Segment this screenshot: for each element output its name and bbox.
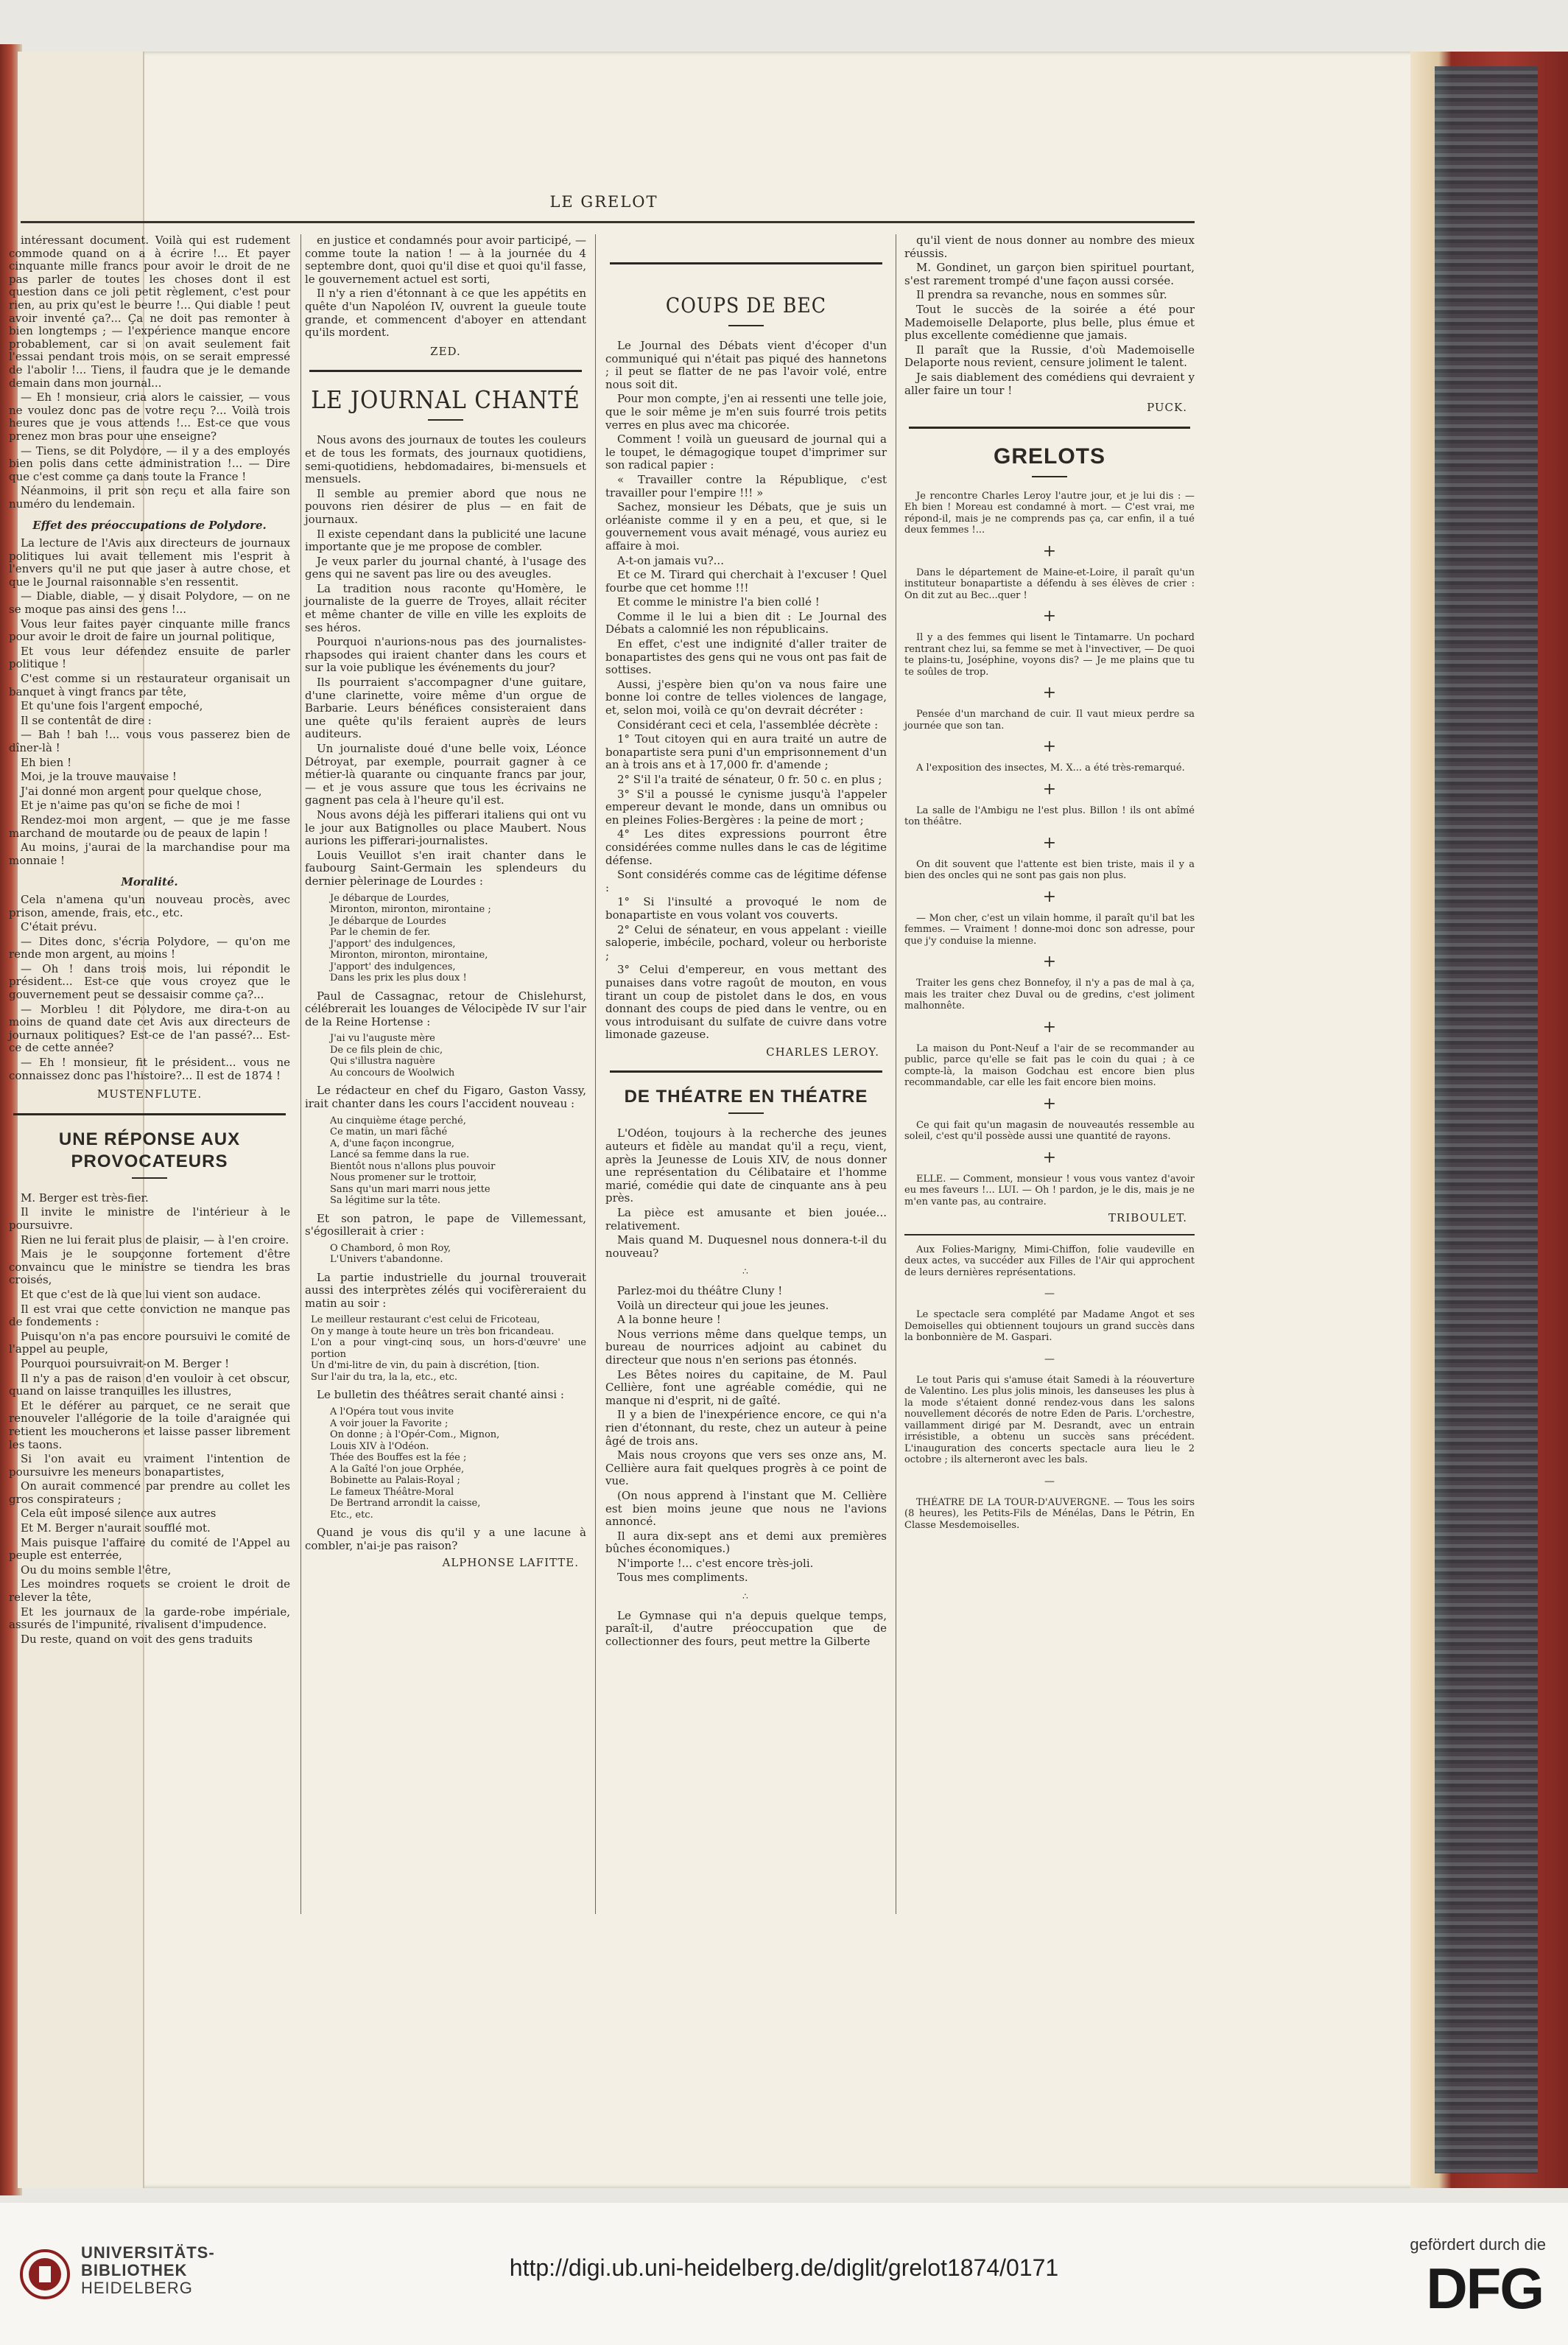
paragraph: — Oh ! dans trois mois, lui répondit le président... Est-ce que vous croyez que le gouvernement peut se dessaisir comme ça?... xyxy=(9,961,290,1002)
paragraph: qu'il vient de nous donner au nombre des mieux réussis. xyxy=(904,234,1195,260)
verse-line: Un d'mi-litre de vin, du pain à discrétion, [tion. xyxy=(311,1360,540,1372)
verse-hortense xyxy=(330,1033,586,1079)
uni-line-1: UNIVERSITÄTS- xyxy=(81,2243,215,2262)
item-separator: — xyxy=(1044,1288,1055,1300)
paragraph: 3° Celui d'empereur, en vous mettant des punaises dans votre ragoût de mouton, en vous tirant un coup de pistolet dans le dos, en vous donnant des coups de pied dans le ventre, ou en vous introduisant du sulfate de cuivre dans votre limonade gazeuse. xyxy=(605,963,887,1042)
signature-puck: PUCK. xyxy=(1147,401,1187,415)
paragraph: Il n'y a pas de raison d'en vouloir à cet obscur, quand on laisse tranquilles les illustres, xyxy=(9,1371,290,1398)
col2-body7: Quand je vous dis qu'il y a une lacune à combler, n'ai-je pas raison? xyxy=(305,1526,586,1552)
verse-line: Bobinette au Palais-Royal ; xyxy=(330,1475,460,1487)
article-separator xyxy=(909,427,1190,429)
column-3 xyxy=(605,234,887,1650)
paragraph: Rien ne lui ferait plus de plaisir, — à l'en croire. xyxy=(21,1233,289,1247)
paragraph: J'ai donné mon argent pour quelque chose, xyxy=(21,784,262,798)
verse-line: Mironton, mironton, mirontaine, xyxy=(330,950,488,961)
verse-line: Je débarque de Lourdes xyxy=(330,915,446,927)
item-separator: + xyxy=(1042,953,1057,972)
verse-line: A voir jouer la Favorite ; xyxy=(330,1417,449,1429)
paragraph: La salle de l'Ambigu ne l'est plus. Billon ! ils ont abîmé ton théâtre. xyxy=(904,805,1195,828)
verse-line: L'Univers t'abandonne. xyxy=(330,1254,443,1266)
paragraph: On aurait commencé par prendre au collet les gros conspirateurs ; xyxy=(9,1479,290,1506)
short-rule xyxy=(1032,476,1067,477)
paragraph: « Travailler contre la République, c'est travailler pour l'empire !!! » xyxy=(605,472,887,500)
paragraph: Mais nous croyons que vers ses onze ans, M. Cellière aura fait quelques progrès à ce point de vue. xyxy=(605,1448,887,1488)
paragraph: Ou du moins semble l'être, xyxy=(21,1563,172,1577)
article-separator xyxy=(610,262,882,264)
paragraph: Et que c'est de là que lui vient son audace. xyxy=(21,1287,261,1301)
paragraph: Comme il le lui a bien dit : Le Journal des Débats a calomnié les non républicains. xyxy=(605,609,887,637)
short-rule xyxy=(728,325,764,326)
paragraph: — Mon cher, c'est un vilain homme, il paraît qu'il bat les femmes. — Vraiment ! donne-moi donc son adresse, pour que j'y conduise la mienne. xyxy=(904,912,1195,947)
paragraph: M. Berger est très-fier. xyxy=(21,1191,149,1205)
paragraph: Du reste, quand on voit des gens traduits xyxy=(21,1632,253,1646)
paragraph: Eh bien ! xyxy=(21,755,72,769)
paragraph: Aux Folies-Marigny, Mimi-Chiffon, folie vaudeville en deux actes, va succéder aux Filles de l'Air qui approchent de leurs dernières représentations. xyxy=(904,1244,1195,1278)
paragraph: M. Gondinet, un garçon bien spirituel pourtant, s'est rarement trompé d'une façon aussi corsée. xyxy=(904,261,1195,287)
paragraph: A la bonne heure ! xyxy=(617,1313,721,1327)
paragraph: 2° Celui de sénateur, en vous appelant : vieille saloperie, imbécile, pochard, voleur ou herboriste ; xyxy=(605,922,887,962)
paragraph: (On nous apprend à l'instant que M. Cellière est bien moins jeune que nous ne l'avions annoncé. xyxy=(605,1488,887,1529)
paragraph: Il n'y a rien d'étonnant à ce que les appétits en quête d'un Napoléon IV, ouvrent la gueule toute grande, et commencent d'aboyer en attendant qu'ils mordent. xyxy=(305,287,586,340)
verse-line: Sur l'air du tra, la la, etc., etc. xyxy=(311,1371,458,1383)
paragraph: La pièce est amusante et bien jouée... relativement. xyxy=(605,1206,887,1233)
paragraph: — Tiens, se dit Polydore, — il y a des employés bien polis dans cette administration !... — Dire que c'est comme ça dans toute la France ! xyxy=(9,444,290,483)
paragraph: On dit souvent que l'attente est bien triste, mais il y a bien des oncles qui ne sont pas gais non plus. xyxy=(904,858,1195,882)
col2-body3: Le rédacteur en chef du Figaro, Gaston Vassy, irait chanter dans les cours l'accident nouveau : xyxy=(305,1084,586,1110)
paragraph: Nous verrions même dans quelque temps, un bureau de nourrices adjoint au cabinet du directeur que nous n'en serions pas étonnés. xyxy=(605,1327,887,1367)
item-separator: — xyxy=(1044,1353,1055,1365)
paragraph: Il semble au premier abord que nous ne pouvons rien désirer de plus — en fait de journaux. xyxy=(305,486,586,526)
paragraph: Tous mes compliments. xyxy=(617,1571,748,1585)
col3-body2 xyxy=(605,1127,887,1260)
verse-line: Au concours de Woolwich xyxy=(330,1067,455,1079)
paragraph: Et je n'aime pas qu'on se fiche de moi ! xyxy=(21,799,241,813)
paragraph: Néanmoins, il prit son reçu et alla faire son numéro du lendemain. xyxy=(9,484,290,511)
paragraph: Sont considérés comme cas de légitime défense : xyxy=(605,868,887,894)
signature-leroy: CHARLES LEROY. xyxy=(766,1045,879,1059)
paragraph: Je sais diablement des comédiens qui devraient y aller faire un tour ! xyxy=(904,370,1195,397)
paragraph: L'Odéon, toujours à la recherche des jeunes auteurs et fidèle au mandat qu'il a reçu, vient, après la Jeunesse de Louis XIV, de nous donner une représentation du Célibataire et l'homme marié, comédie qui date de cinquante ans à peu près. xyxy=(605,1126,887,1205)
paragraph: Louis Veuillot s'en irait chanter dans le faubourg Saint-Germain les splendeurs du dernier pèlerinage de Lourdes : xyxy=(305,848,586,888)
headline-reponse: UNE RÉPONSE AUX PROVOCATEURS xyxy=(58,1129,241,1171)
paragraph: 4° Les dites expressions pourront être considérées comme nulles dans le cas de légitime défense. xyxy=(605,827,887,867)
verse-line: A la Gaîté l'on joue Orphée, xyxy=(330,1463,465,1475)
verse-line: Dans les prix les plus doux ! xyxy=(330,972,467,984)
paragraph: — Dites donc, s'écria Polydore, — qu'on me rende mon argent, au moins ! xyxy=(9,934,290,961)
verse-line: J'ai vu l'auguste mère xyxy=(330,1033,435,1045)
verse-line: Je débarque de Lourdes, xyxy=(330,892,449,904)
paragraph: Puisqu'on n'a pas encore poursuivi le comité de l'appel au peuple, xyxy=(9,1329,290,1356)
paragraph: Moi, je la trouve mauvaise ! xyxy=(21,770,177,784)
paragraph: 1° Si l'insulté a provoqué le nom de bonapartiste en vous volant vos couverts. xyxy=(605,895,887,922)
col2-intro xyxy=(305,234,586,340)
paragraph: Traiter les gens chez Bonnefoy, il n'y a pas de mal à ça, mais les traiter chez Duval ou de gredins, c'est joliment malhonnête. xyxy=(904,978,1195,1012)
paragraph: Comment ! voilà un gueusard de journal qui a le toupet, le démagogique toupet d'imprimer sur son radical papier : xyxy=(605,432,887,472)
subhead-moralite: Moralité. xyxy=(121,875,178,889)
column-4 xyxy=(904,234,1195,1532)
col4-intro xyxy=(904,234,1195,397)
paragraph: Pour mon compte, j'en ai ressenti une telle joie, que le soir même je m'en suis fourré trois petits verres en plus avec ma chicorée. xyxy=(605,392,887,432)
paragraph: Il existe cependant dans la publicité une lacune importante que je me propose de combler. xyxy=(305,527,586,554)
paragraph: Pourquoi n'aurions-nous pas des journalistes-rhapsodes qui iraient chanter dans les cours et sur la voie publique les événements du jour? xyxy=(305,635,586,675)
paragraph: Et M. Berger n'aurait soufflé mot. xyxy=(21,1521,211,1535)
paragraph: Les moindres roquets se croient le droit de relever la tête, xyxy=(9,1577,290,1605)
verse-line: Lancé sa femme dans la rue. xyxy=(330,1149,470,1160)
paragraph: La lecture de l'Avis aux directeurs de journaux politiques lui avait tellement mis l'esprit à l'envers qu'il ne put que jaser à autre chose, et que le Journal raisonnable s'en ressentit. xyxy=(9,536,290,589)
grelots-items xyxy=(904,491,1195,1208)
subhead-effet: Effet des préoccupations de Polydore. xyxy=(32,519,267,533)
paragraph: Un journaliste doué d'une belle voix, Léonce Détroyat, par exemple, pourrait gagner à ce métier-là quarante ou cinquante francs par jour, — et je vous assure que tous les écrivains ne gagnent pas cela à l'heure qu'il est. xyxy=(305,742,586,807)
theatre-notes xyxy=(904,1244,1195,1532)
paragraph: Il se contentât de dire : xyxy=(21,713,152,727)
paragraph: Il y a bien de l'inexpérience encore, ce qui n'a rien d'étonnant, du reste, chez un auteur à peine âgé de trois ans. xyxy=(605,1408,887,1448)
verse-line: De Bertrand arrondit la caisse, xyxy=(330,1498,481,1510)
verse-chambord xyxy=(330,1243,586,1266)
item-separator: — xyxy=(1044,1475,1055,1487)
paragraph: Rendez-moi mon argent, — que je me fasse marchand de moutarde ou de peaux de lapin ! xyxy=(9,813,290,840)
paragraph: C'est comme si un restaurateur organisait un banquet à vingt francs par tête, xyxy=(9,672,290,698)
verse-theatres xyxy=(330,1406,586,1521)
verse-line: L'on a pour vingt-cinq sous, un hors-d'œuvre' une portion xyxy=(311,1337,586,1360)
paragraph: Parlez-moi du théâtre Cluny ! xyxy=(617,1284,783,1297)
binding-marbled-strip xyxy=(1435,66,1538,2173)
verse-line: De ce fils plein de chic, xyxy=(330,1044,443,1056)
paragraph: Nous avons des journaux de toutes les couleurs et de tous les formats, des journaux quotidiens, semi-quotidiens, hebdomadaires, bi-mensuels et mensuels. xyxy=(305,433,586,486)
verse-line: Par le chemin de fer. xyxy=(330,927,431,939)
col2-body4: Et son patron, le pape de Villemessant, s'égosillerait à crier : xyxy=(305,1211,586,1238)
verse-line: Ce matin, un mari fâché xyxy=(330,1126,448,1138)
item-separator: + xyxy=(1042,1017,1057,1037)
paragraph: Et comme le ministre l'a bien collé ! xyxy=(617,595,820,609)
paragraph: Pensée d'un marchand de cuir. Il vaut mieux perdre sa journée que son tan. xyxy=(904,709,1195,732)
paragraph: Il prendra sa revanche, nous en sommes sûr. xyxy=(916,288,1167,302)
paragraph: Cela eût imposé silence aux autres xyxy=(21,1507,217,1521)
column-2 xyxy=(305,234,586,1577)
article-separator xyxy=(13,1113,286,1115)
paragraph: Et qu'une fois l'argent empoché, xyxy=(21,699,203,713)
signature-lafitte: ALPHONSE LAFITTE. xyxy=(442,1556,579,1570)
verse-line: Nous promener sur le trottoir, xyxy=(330,1172,477,1183)
paragraph: 3° S'il a poussé le cynisme jusqu'à l'appeler empereur devant le monde, dans un omnibus ou en pleines Folies-Bergères : la peine de mort ; xyxy=(605,787,887,827)
article-separator xyxy=(610,1070,882,1073)
paragraph: A-t-on jamais vu?... xyxy=(617,553,724,567)
box-rule xyxy=(904,1234,1195,1235)
paragraph: Et le déférer au parquet, ce ne serait que renouveler l'allégorie de la toile d'araignée qui retient les moucherons et laisse passer librement les taons. xyxy=(9,1398,290,1451)
paragraph: Tout le succès de la soirée a été pour Mademoiselle Delaporte, plus belle, plus émue et plus excellente comédienne que jamais. xyxy=(904,302,1195,343)
paragraph: — Morbleu ! dit Polydore, me dira-t-on au moins de quand date cet Avis aux directeurs de journaux politiques? Est-ce de l'an passé?... Est-ce de cette année? xyxy=(9,1002,290,1055)
verse-line: Louis XIV à l'Odéon. xyxy=(330,1440,429,1452)
paragraph: La tradition nous raconte qu'Homère, le journaliste de la guerre de Troyes, allait réciter et même chanter de ville en ville les exploits de ses héros. xyxy=(305,581,586,634)
col3-body1 xyxy=(605,340,887,1042)
verse-line: Sans qu'un mari marri nous jette xyxy=(330,1183,491,1195)
paragraph: En effet, c'est une indignité d'aller traiter de bonapartistes des gens qui ne vous ont pas fait de sottises. xyxy=(605,637,887,677)
col1-moralite xyxy=(9,894,290,1082)
uni-line-3: HEIDELBERG xyxy=(81,2279,193,2297)
headline-coups-de-bec: COUPS DE BEC xyxy=(665,293,827,318)
verse-line: Thée des Bouffes est la fée ; xyxy=(330,1452,467,1464)
paragraph: — Bah ! bah !... vous vous passerez bien de dîner-là ! xyxy=(9,728,290,754)
item-separator: + xyxy=(1042,737,1057,757)
paragraph: Mais je le soupçonne fortement d'être convaincu que le ministre se tiendra les bras croisés, xyxy=(9,1247,290,1287)
col1-reponse xyxy=(9,1192,290,1647)
item-separator: + xyxy=(1042,833,1057,852)
verse-line: On donne ; à l'Opér-Com., Mignon, xyxy=(330,1429,500,1441)
item-separator: + xyxy=(1042,1094,1057,1113)
paragraph: Il y a des femmes qui lisent le Tintamarre. Un pochard rentrant chez lui, sa femme se met à l'invectiver, — De quoi te plains-tu, Joséphine, voyons dis? — Je me plains que tu te soûles de trop. xyxy=(904,632,1195,678)
verse-line: Sa légitime sur la tête. xyxy=(330,1195,441,1206)
paragraph: Sachez, monsieur les Débats, que je suis un orléaniste comme il y en a peu, et que, si le gouvernement vous avait ménagé, vous auriez eu affaire à moi. xyxy=(605,500,887,553)
dfg-logo: DFG xyxy=(1426,2256,1543,2321)
paragraph: Et ce M. Tirard qui cherchait à l'excuser ! Quel fourbe que cet homme !!! xyxy=(605,568,887,595)
item-separator: + xyxy=(1042,607,1057,626)
paragraph: Et vous leur défendez ensuite de parler politique ! xyxy=(9,644,290,671)
paragraph: Ce qui fait qu'un magasin de nouveautés ressemble au soleil, c'est qu'il possède aussi une quantité de rayons. xyxy=(904,1119,1195,1143)
col3-body4: Le Gymnase qui n'a depuis quelque temps, paraît-il, d'autre préoccupation que de collectionner des fours, peut mettre la Gilberte xyxy=(605,1608,887,1648)
col1-intro xyxy=(9,234,290,511)
item-separator: + xyxy=(1042,541,1057,561)
short-rule xyxy=(728,1112,764,1114)
paragraph: ELLE. — Comment, monsieur ! vous vous vantez d'avoir eu mes faveurs !... LUI. — Oh ! pardon, je le dis, mais je ne m'en vante pas, au contraire. xyxy=(904,1173,1195,1207)
paragraph: intéressant document. Voilà qui est rudement commode quand on a à écrire !... Et payer cinquante mille francs pour avoir le droit de ne pas parler de toutes les choses dont il est question dans ce joli petit règlement, c'est pour rien, au prix qu'est le beurre !... Qui diable ! peut avoir inventé ça?... Ça ne doit pas remonter à bien longtemps ; — l'expérience manque encore probablement, car si on avait seulement fait l'essai pendant trois mois, on se serait empressé de l'abolir !... Tiens, il faudra que je le demande demain dans mon journal... xyxy=(9,234,290,390)
verse-line: A, d'une façon incongrue, xyxy=(330,1138,455,1149)
signature-triboulet: TRIBOULET. xyxy=(1108,1211,1187,1225)
paragraph: A l'exposition des insectes, M. X... a été très-remarqué. xyxy=(916,763,1185,774)
headline-grelots: GRELOTS xyxy=(993,444,1105,469)
paragraph: 1° Tout citoyen qui en aura traité un autre de bonapartiste sera puni d'un emprisonnement d'un an à trois ans et à 17,000 fr. d'amende ; xyxy=(605,732,887,772)
header-rule xyxy=(21,221,1195,223)
funding-note: gefördert durch die xyxy=(1410,2235,1546,2254)
verse-line: Le fameux Théâtre-Moral xyxy=(330,1486,454,1498)
headline-theatre: DE THÉATRE EN THÉATRE xyxy=(624,1087,868,1107)
short-rule xyxy=(428,419,463,421)
paragraph: — Eh ! monsieur, fit le président... vous ne connaissez donc pas l'histoire?... Il est de 1874 ! xyxy=(9,1056,290,1082)
verse-line: Bientôt nous n'allons plus pouvoir xyxy=(330,1160,496,1172)
paragraph: Il paraît que la Russie, d'où Mademoiselle Delaporte nous revient, censure joliment le talent. xyxy=(904,343,1195,370)
paragraph: Il aura dix-sept ans et demi aux premières bûches économiques.) xyxy=(605,1529,887,1556)
col2-body1 xyxy=(305,434,586,888)
paragraph: Il invite le ministre de l'intérieur à le poursuivre. xyxy=(9,1205,290,1232)
paragraph: Cela n'amena qu'un nouveau procès, avec prison, amende, frais, etc., etc. xyxy=(9,892,290,919)
paragraph: Le tout Paris qui s'amuse était Samedi à la réouverture de Valentino. Les plus jolis minois, les danseuses les plus à la mode s'étaient donné rendez-vous dans les salons nouvellement décorés de notre Eden de Paris. L'orchestre, vaillamment dirigé par M. Desrandt, avec un entrain irrésistible, a obtenu un succès sans précédent. L'inauguration des concerts spectacle aura lieu le 2 octobre ; ils alterneront avec les bals. xyxy=(904,1374,1195,1466)
verse-line: J'apport' des indulgences, xyxy=(330,961,456,972)
paragraph: Ils pourraient s'accompagner d'une guitare, d'une clarinette, voire même d'un orgue de Barbarie. Leurs bénéfices consisteraient dans une quête qu'ils feraient auprès de leurs auditeurs. xyxy=(305,676,586,741)
paragraph: N'importe !... c'est encore très-joli. xyxy=(617,1556,814,1570)
column-rule xyxy=(595,234,596,1914)
verse-lourdes xyxy=(330,893,586,984)
col2-body5: La partie industrielle du journal trouverait aussi des interprètes zélés qui vocifèreraient du matin au soir : xyxy=(305,1270,586,1310)
col2-body6: Le bulletin des théâtres serait chanté ainsi : xyxy=(317,1388,564,1402)
paragraph: Vous leur faites payer cinquante mille francs pour avoir le droit de faire un journal politique, xyxy=(9,617,290,644)
column-1 xyxy=(9,234,290,1647)
headline-journal-chante: LE JOURNAL CHANTÉ xyxy=(311,385,580,415)
verse-line: Le meilleur restaurant c'est celui de Fricoteau, xyxy=(311,1314,541,1326)
paragraph: C'était prévu. xyxy=(21,920,97,934)
verse-line: J'apport' des indulgences, xyxy=(330,938,456,950)
paragraph: Mais puisque l'affaire du comité de l'Appel au peuple est enterrée, xyxy=(9,1535,290,1563)
item-separator: + xyxy=(1042,887,1057,906)
paragraph: Voilà un directeur qui joue les jeunes. xyxy=(617,1298,829,1312)
verse-mari xyxy=(330,1115,586,1207)
verse-line: O Chambord, ô mon Roy, xyxy=(330,1242,451,1254)
col3-body3 xyxy=(605,1285,887,1585)
paragraph: — Eh ! monsieur, cria alors le caissier, — vous ne voulez donc pas de votre reçu ?... Voilà trois heures que je vous attends !... Est-ce que vous prenez mon bras pour une enseigne? xyxy=(9,390,290,443)
paragraph: Considérant ceci et cela, l'assemblée décrète : xyxy=(617,718,879,732)
paragraph: Mais quand M. Duquesnel nous donnera-t-il du nouveau? xyxy=(605,1233,887,1260)
column-rule xyxy=(300,234,301,1914)
paragraph: La maison du Pont-Neuf a l'air de se recommander au public, parce qu'elle se fait pas le coin du quai ; à ce compte-là, la maison Godchau est encore bien plus recommandable, car elle les fait encore bien moins. xyxy=(904,1042,1195,1089)
paragraph: Au moins, j'aurai de la marchandise pour ma monnaie ! xyxy=(9,841,290,867)
paragraph: Aussi, j'espère bien qu'on va nous faire une bonne loi contre de telles violences de langage, et, selon moi, voilà ce qu'on devrait décréter : xyxy=(605,677,887,718)
paragraph: — Diable, diable, — y disait Polydore, — on ne se moque pas ainsi des gens !... xyxy=(9,589,290,617)
verse-line: On y mange à toute heure un très bon fricandeau. xyxy=(311,1325,555,1337)
paragraph: en justice et condamnés pour avoir participé, — comme toute la nation ! — à la journée du 4 septembre dont, quoi qu'il dise et quoi qu'il fasse, le gouvernement actuel est sorti, xyxy=(305,234,586,286)
verse-line: A l'Opéra tout vous invite xyxy=(330,1406,454,1418)
article-separator xyxy=(309,370,582,372)
signature-zed: ZED. xyxy=(430,344,461,358)
uni-line-2: BIBLIOTHEK xyxy=(81,2261,188,2279)
paragraph: Nous avons déjà les pifferari italiens qui ont vu le jour aux Batignolles ou place Maubert. Nous aurions les pifferari-journalistes. xyxy=(305,807,586,848)
paragraph: THÉATRE DE LA TOUR-D'AUVERGNE. — Tous les soirs (8 heures), les Petits-Fils de Ménélas, Dans le Pétrin, En Classe Mesdemoiselles. xyxy=(904,1496,1195,1531)
paragraph: Il est vrai que cette conviction ne manque pas de fondements : xyxy=(9,1302,290,1329)
paragraph: Si l'on avait eu vraiment l'intention de poursuivre les meneurs bonapartistes, xyxy=(9,1452,290,1479)
short-rule xyxy=(132,1177,167,1179)
paragraph: 2° S'il l'a traité de sénateur, 0 fr. 50 c. en plus ; xyxy=(617,773,882,786)
asterism: ∴ xyxy=(742,1591,750,1602)
col2-body2: Paul de Cassagnac, retour de Chislehurst, célébrerait les louanges de Vélocipède IV sur l'air de la Reine Hortense : xyxy=(305,989,586,1028)
signature-mustenflute: MUSTENFLUTE. xyxy=(96,1087,203,1101)
col1-effet xyxy=(9,537,290,867)
permalink-url[interactable]: http://digi.ub.uni-heidelberg.de/diglit/grelot1874/0171 xyxy=(509,2254,1059,2281)
asterism: ∴ xyxy=(742,1266,750,1277)
paragraph: Je veux parler du journal chanté, à l'usage des gens qui ne savent pas lire ou des aveugles. xyxy=(305,554,586,581)
verse-line: Qui s'illustra naguère xyxy=(330,1056,435,1068)
paragraph: Le Journal des Débats vient d'écoper d'un communiqué qui n'était pas piqué des hannetons ; il peut se flatter de ne pas l'avoir volé, entre nous soit dit. xyxy=(605,339,887,391)
paragraph: Je rencontre Charles Leroy l'autre jour, et je lui dis : — Eh bien ! Moreau est condamné à mort. — C'est vrai, me répond-il, mais je ne comprends pas ça, car enfin, il a tué deux femmes !... xyxy=(904,490,1195,536)
item-separator: + xyxy=(1042,1148,1057,1167)
running-head: LE GRELOT xyxy=(549,193,658,211)
paragraph: Les Bêtes noires du capitaine, de M. Paul Cellière, font une agréable comédie, qui ne manque ni d'esprit, ni de gaîté. xyxy=(605,1367,887,1407)
paragraph: Pourquoi poursuivrait-on M. Berger ! xyxy=(21,1356,230,1370)
verse-line: Mironton, mironton, mirontaine ; xyxy=(330,904,491,916)
paragraph: Le spectacle sera complété par Madame Angot et ses Demoiselles qui obtiennent toujours un grand succès dans la bonbonnière de M. Gaspari. xyxy=(904,1309,1195,1344)
verse-restaurant xyxy=(311,1314,586,1383)
paragraph: Dans le département de Maine-et-Loire, il paraît qu'un instituteur bonapartiste a défendu à ses élèves de crier : On dit zut au Bec...quer ! xyxy=(904,567,1195,601)
verse-line: Au cinquième étage perché, xyxy=(330,1115,466,1126)
paragraph: Et les journaux de la garde-robe impériale, assurés de l'impunité, rivalisent d'impudence. xyxy=(9,1605,290,1632)
item-separator: + xyxy=(1042,779,1057,799)
item-separator: + xyxy=(1042,684,1057,703)
verse-line: Etc., etc. xyxy=(330,1509,373,1521)
